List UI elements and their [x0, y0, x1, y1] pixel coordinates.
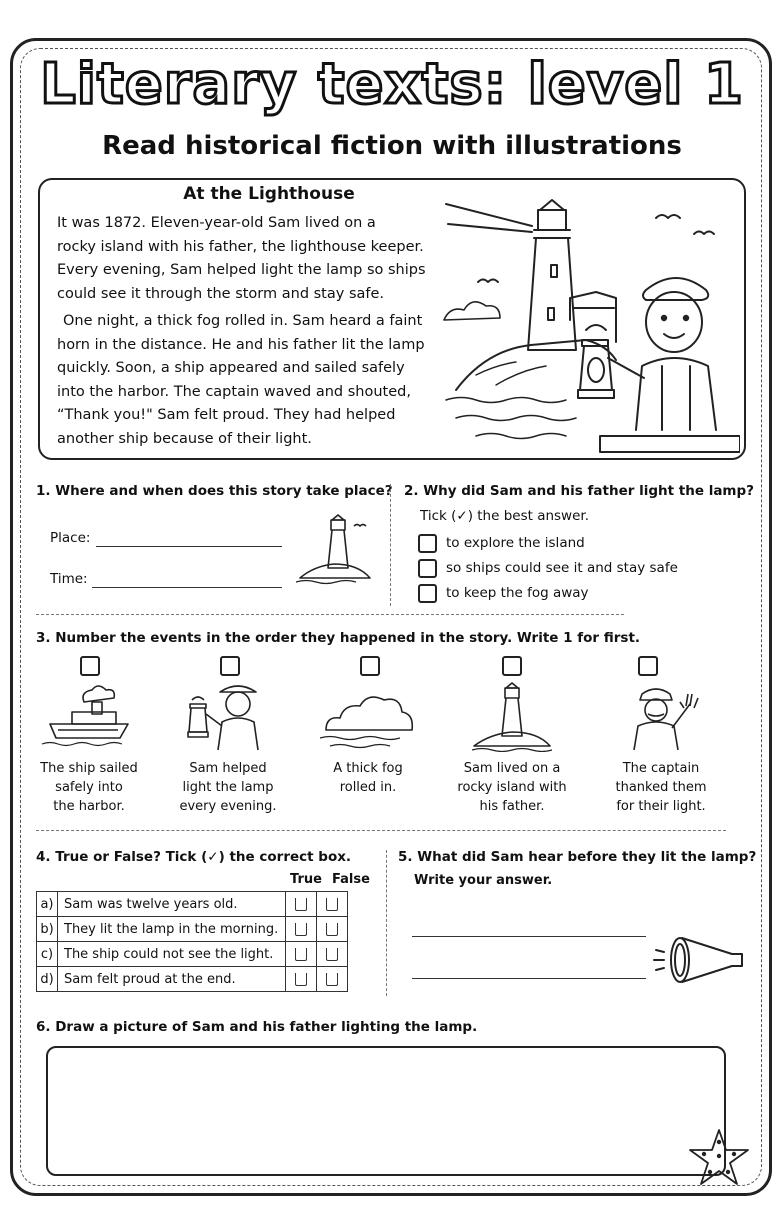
divider-vertical — [386, 850, 387, 996]
story-line: “Thank you!" Sam felt proud. They had helped — [57, 407, 396, 423]
story-line: another ship because of their light. — [57, 430, 312, 447]
fog-cloud-icon — [318, 686, 418, 750]
event-4-number-box[interactable] — [502, 656, 522, 676]
event-text: The captain — [622, 761, 700, 776]
false-checkbox-cell[interactable] — [317, 967, 348, 992]
place-label: Place: — [50, 530, 91, 546]
time-answer-line[interactable] — [92, 587, 282, 588]
event-text: Sam helped — [189, 761, 267, 776]
q1-question: 1. Where and when does this story take place? — [36, 483, 393, 499]
story-title: At the Lighthouse — [183, 184, 355, 204]
event-text: Sam lived on a — [463, 761, 561, 776]
row-letter: a) — [37, 892, 58, 917]
seagull-icon — [656, 215, 680, 218]
q2-option-1-checkbox[interactable] — [418, 534, 437, 553]
page-title: Literary texts: level 1 — [40, 52, 744, 117]
story-line: It was 1872. Eleven-year-old Sam lived on a — [57, 215, 376, 231]
true-checkbox[interactable] — [295, 923, 307, 936]
row-statement: The ship could not see the light. — [58, 942, 286, 967]
q5-instruction: Write your answer. — [414, 873, 553, 888]
row-letter: c) — [37, 942, 58, 967]
false-checkbox[interactable] — [326, 898, 338, 911]
false-column-header: False — [332, 872, 370, 887]
q3-question: 3. Number the events in the order they happened in the story. Write 1 for first. — [36, 630, 641, 646]
row-letter: b) — [37, 917, 58, 942]
event-text: every evening. — [179, 799, 277, 814]
q2-instruction: Tick (✓) the best answer. — [420, 508, 590, 524]
ship-icon — [40, 682, 136, 752]
place-answer-line[interactable] — [96, 546, 282, 547]
lighthouse-illustration-icon — [436, 190, 740, 454]
story-line: Every evening, Sam helped light the lamp so ships — [57, 262, 426, 278]
story-line: One night, a thick fog rolled in. Sam heard a faint — [63, 313, 423, 329]
event-3-label — [308, 759, 428, 797]
table-row — [37, 967, 348, 992]
false-checkbox-cell[interactable] — [317, 892, 348, 917]
story-line: could see it through the storm and stay safe. — [57, 285, 385, 302]
starfish-icon — [686, 1126, 752, 1190]
q2-option-2: so ships could see it and stay safe — [446, 560, 678, 576]
true-checkbox[interactable] — [295, 948, 307, 961]
q5-answer-line-2[interactable] — [412, 978, 646, 979]
event-text: A thick fog — [333, 761, 403, 776]
story-line: into the harbor. The captain waved and shouted, — [57, 383, 411, 400]
horn-icon — [652, 932, 746, 988]
story-paragraph-2 — [57, 310, 427, 451]
q2-option-3-checkbox[interactable] — [418, 584, 437, 603]
event-text: safely into — [55, 780, 123, 795]
event-5-number-box[interactable] — [638, 656, 658, 676]
q2-option-2-checkbox[interactable] — [418, 559, 437, 578]
true-checkbox[interactable] — [295, 898, 307, 911]
true-checkbox-cell[interactable] — [286, 967, 317, 992]
time-label: Time: — [50, 571, 88, 587]
divider-horizontal — [36, 614, 624, 615]
page-subtitle: Read historical fiction with illustrations — [102, 131, 682, 161]
story-line: rocky island with his father, the lighthouse keeper. — [57, 238, 424, 255]
q6-question: 6. Draw a picture of Sam and his father lighting the lamp. — [36, 1019, 478, 1035]
q2-option-1: to explore the island — [446, 535, 585, 551]
true-checkbox-cell[interactable] — [286, 917, 317, 942]
q2-question: 2. Why did Sam and his father light the lamp? — [404, 483, 754, 499]
true-false-table — [36, 891, 348, 992]
false-checkbox[interactable] — [326, 973, 338, 986]
event-text: light the lamp — [182, 780, 274, 795]
event-3-number-box[interactable] — [360, 656, 380, 676]
q4-question: 4. True or False? Tick (✓) the correct box. — [36, 849, 352, 865]
false-checkbox[interactable] — [326, 948, 338, 961]
q5-question: 5. What did Sam hear before they lit the lamp? — [398, 849, 757, 865]
event-5-label — [598, 759, 724, 816]
event-4-label — [448, 759, 576, 816]
event-2-number-box[interactable] — [220, 656, 240, 676]
table-row — [37, 917, 348, 942]
true-checkbox-cell[interactable] — [286, 942, 317, 967]
story-paragraph-1 — [57, 212, 427, 306]
q2-option-3: to keep the fog away — [446, 585, 589, 601]
false-checkbox[interactable] — [326, 923, 338, 936]
q5-answer-line-1[interactable] — [412, 936, 646, 937]
row-letter: d) — [37, 967, 58, 992]
event-1-label — [30, 759, 148, 816]
event-text: The ship sailed — [40, 761, 138, 776]
divider-horizontal — [36, 830, 726, 831]
event-text: rocky island with — [457, 780, 567, 795]
boy-with-lantern-icon — [182, 680, 268, 752]
drawing-area[interactable] — [46, 1046, 726, 1176]
story-line: quickly. Soon, a ship appeared and sailed safely — [57, 360, 405, 376]
table-row — [37, 942, 348, 967]
false-checkbox-cell[interactable] — [317, 942, 348, 967]
false-checkbox-cell[interactable] — [317, 917, 348, 942]
event-text: rolled in. — [339, 780, 397, 795]
divider-vertical — [390, 484, 391, 606]
lighthouse-island-icon — [470, 680, 554, 752]
table-row — [37, 892, 348, 917]
event-2-label — [168, 759, 288, 816]
row-statement: They lit the lamp in the morning. — [58, 917, 286, 942]
event-text: thanked them — [615, 780, 707, 795]
event-text: his father. — [479, 799, 545, 814]
true-column-header: True — [290, 872, 322, 887]
true-checkbox[interactable] — [295, 973, 307, 986]
true-checkbox-cell[interactable] — [286, 892, 317, 917]
event-text: the harbor. — [53, 799, 125, 814]
captain-waving-icon — [620, 680, 710, 752]
small-lighthouse-icon — [294, 512, 374, 586]
row-statement: Sam was twelve years old. — [58, 892, 286, 917]
event-text: for their light. — [616, 799, 706, 814]
event-1-number-box[interactable] — [80, 656, 100, 676]
story-line: horn in the distance. He and his father lit the lamp — [57, 336, 425, 353]
row-statement: Sam felt proud at the end. — [58, 967, 286, 992]
